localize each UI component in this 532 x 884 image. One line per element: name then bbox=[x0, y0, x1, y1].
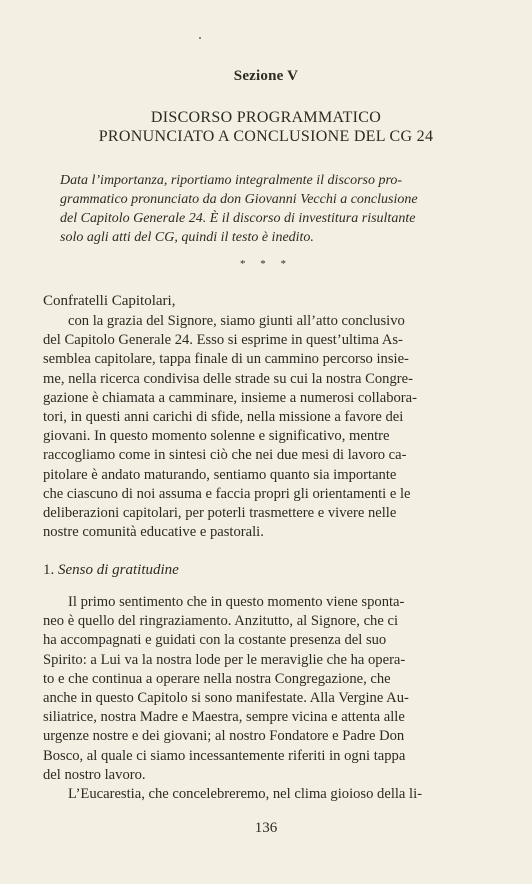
paragraph-line: neo è quello del ringraziamento. Anzitutto, al Signore, che ci bbox=[43, 613, 399, 630]
intro-line: solo agli atti del CG, quindi il testo è inedito. bbox=[60, 230, 314, 245]
paragraph-line: Bosco, al quale ci siamo incessantemente riferiti in ogni tappa bbox=[43, 747, 406, 764]
paragraph bbox=[43, 312, 461, 542]
section-label: Sezione V bbox=[233, 68, 299, 84]
paragraph-line: con la grazia del Signore, siamo giunti all’atto conclusivo bbox=[68, 313, 405, 329]
paragraph-line: del nostro lavoro. bbox=[43, 766, 146, 783]
paragraph-line: siliatrice, nostra Madre e Maestra, sempre vicina e attenta alle bbox=[43, 709, 405, 726]
paragraph-line: to e che continua a operare nella nostra Congregazione, che bbox=[43, 670, 391, 687]
paragraph-line: tori, in questi anni carichi di sfide, nella missione a favore dei bbox=[43, 409, 404, 426]
paragraph-line: urgenze nostre e dei giovani; al nostro Fondatore e Padre Don bbox=[43, 728, 405, 745]
paragraph-line: semblea capitolare, tappa finale di un cammino percorso insie- bbox=[43, 351, 409, 368]
paragraph-line: giovani. In questo momento solenne e significativo, mentre bbox=[43, 428, 390, 445]
page-title bbox=[40, 108, 492, 146]
section-heading bbox=[43, 562, 179, 579]
paragraph-line: L’Eucarestia, che concelebreremo, nel clima gioioso della li- bbox=[68, 786, 423, 803]
intro-line: grammatico pronunciato da don Giovanni Vecchi a conclusione bbox=[60, 192, 418, 207]
section-title: Senso di gratitudine bbox=[58, 562, 179, 578]
salutation: Confratelli Capitolari, bbox=[43, 293, 176, 309]
paragraph bbox=[43, 593, 461, 804]
paragraph-line: Spirito: a Lui va la nostra lode per le meraviglie che ha opera- bbox=[43, 651, 406, 668]
paragraph-line: Il primo sentimento che in questo momento viene sponta- bbox=[68, 594, 405, 610]
paragraph-line: anche in questo Capitolo si sono manifestate. Alla Vergine Au- bbox=[43, 690, 409, 707]
section-number: 1. bbox=[43, 562, 55, 578]
intro-note bbox=[60, 171, 460, 247]
separator: * * * bbox=[240, 258, 292, 270]
paragraph-line: me, nella ricerca condivisa delle strade su cui la nostra Congre- bbox=[43, 370, 413, 387]
paragraph-line: pitolare è andato maturando, sentiamo quanto sia importante bbox=[43, 466, 397, 483]
paragraph-line: del Capitolo Generale 24. Esso si esprime in quest’ultima As- bbox=[43, 332, 403, 349]
intro-line: Data l’importanza, riportiamo integralmente il discorso pro- bbox=[60, 173, 403, 188]
print-mark bbox=[199, 37, 201, 39]
paragraph-line: gazione è chiamata a camminare, insieme a numerosi collabora- bbox=[43, 389, 417, 406]
paragraph-line: raccogliamo come in sintesi ciò che nei due mesi di lavoro ca- bbox=[43, 447, 407, 464]
title-line: DISCORSO PROGRAMMATICO bbox=[150, 109, 382, 126]
page-number: 136 bbox=[254, 820, 278, 836]
paragraph-line: ha accompagnati e guidati con la costante presenza del suo bbox=[43, 632, 387, 649]
title-line: PRONUNCIATO A CONCLUSIONE DEL CG 24 bbox=[98, 128, 434, 145]
paragraph-line: deliberazioni capitolari, per poterli trasmettere e vivere nelle bbox=[43, 505, 397, 522]
paragraph-line: che ciascuno di noi assuma e faccia propri gli orientamenti e le bbox=[43, 485, 411, 502]
intro-line: del Capitolo Generale 24. È il discorso di investitura risultante bbox=[60, 211, 416, 226]
paragraph-line: nostre comunità educative e pastorali. bbox=[43, 524, 264, 541]
